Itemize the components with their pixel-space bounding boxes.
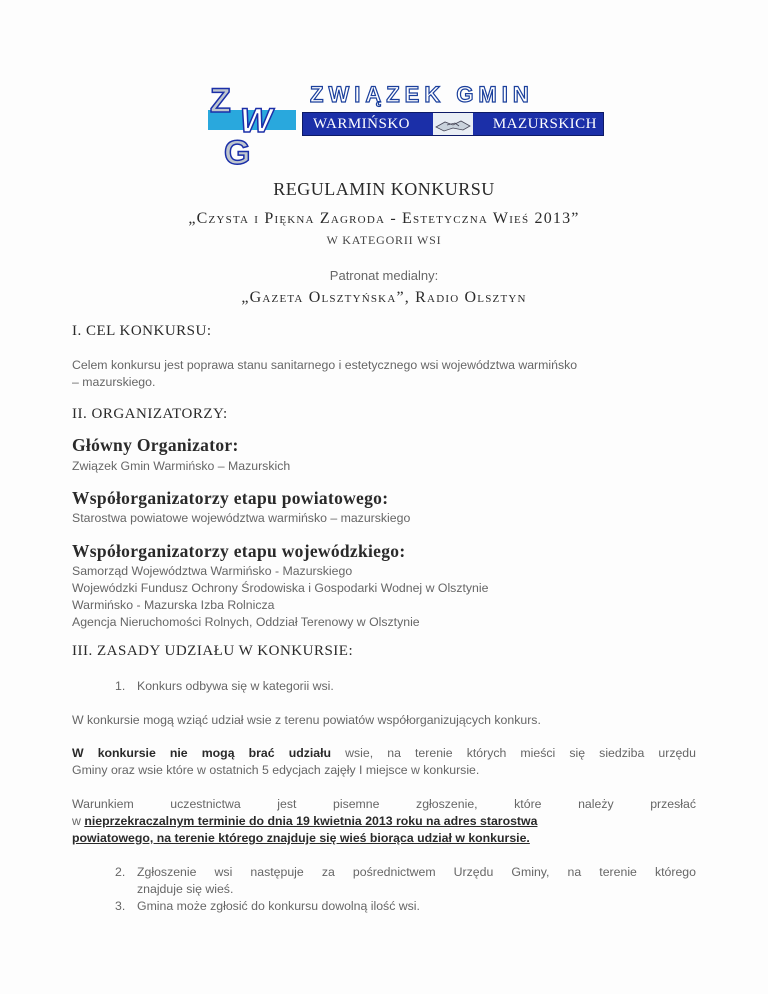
- condition-prefix: w: [72, 814, 85, 828]
- media-patrons: „Gazeta Olsztyńska”, Radio Olsztyn: [241, 289, 527, 306]
- voivodeship-coorganizer-item: Warmińsko - Mazurska Izba Rolnicza: [72, 598, 275, 612]
- rule-2-line-2: znajduje się wieś.: [137, 882, 234, 896]
- rule-3-number: 3.: [115, 899, 126, 913]
- exclusion-rest: wsie, na terenie których mieści się siedziba urzędu: [331, 746, 696, 760]
- section-2-title: II. ORGANIZATORZY:: [72, 406, 228, 422]
- contest-name: „Czysta i Piękna Zagroda - Estetyczna Wieś 2013”: [188, 210, 580, 227]
- voivodeship-coorganizer-item: Samorząd Województwa Warmińsko - Mazurskiego: [72, 564, 353, 578]
- section-1-line-1: Celem konkursu jest poprawa stanu sanitarnego i estetycznego wsi województwa warmińsko: [72, 358, 578, 372]
- svg-text:Z: Z: [210, 82, 231, 120]
- contest-category: W KATEGORII WSI: [326, 233, 442, 247]
- rule-2-number: 2.: [115, 865, 126, 879]
- condition-line-2: [72, 813, 537, 829]
- document-title: REGULAMIN KONKURSU: [273, 179, 495, 199]
- section-1-title: I. CEL KONKURSU:: [72, 323, 212, 339]
- rule-1-text: Konkurs odbywa się w kategorii wsi.: [137, 679, 334, 693]
- exclusion-line-1: [72, 745, 696, 761]
- svg-text:G: G: [224, 134, 251, 166]
- deadline-underlined: nieprzekraczalnym terminie do dnia 19 kwietnia 2013 roku na adres starostwa: [84, 814, 538, 828]
- svg-text:W: W: [240, 102, 273, 140]
- address-underlined: powiatowego, na terenie którego znajduje się wieś biorąca udział w konkursie.: [72, 831, 530, 845]
- exclusion-line-2: Gminy oraz wsie które w ostatnich 5 edycjach zajęły I miejsce w konkursie.: [72, 763, 480, 777]
- section-1-line-2: – mazurskiego.: [72, 375, 156, 389]
- rule-1-number: 1.: [115, 679, 126, 693]
- zwg-monogram-icon: [206, 82, 298, 166]
- logo-bar: [302, 112, 604, 136]
- section-3-title: III. ZASADY UDZIAŁU W KONKURSIE:: [72, 643, 354, 659]
- zwgm-logo: [206, 82, 602, 166]
- participation-text: W konkursie mogą wziąć udział wsie z terenu powiatów współorganizujących konkurs.: [72, 713, 541, 727]
- voivodeship-coorganizer-item: Wojewódzki Fundusz Ochrony Środowiska i Gospodarki Wodnej w Olsztynie: [72, 581, 489, 595]
- patron-label: Patronat medialny:: [329, 268, 439, 283]
- handshake-icon: [433, 113, 473, 135]
- county-coorganizers-text: Starostwa powiatowe województwa warmińsko – mazurskiego: [72, 511, 411, 525]
- main-organizer-heading: Główny Organizator:: [72, 435, 239, 455]
- county-coorganizers-heading: Współorganizatorzy etapu powiatowego:: [72, 488, 389, 508]
- logo-word-right: MAZURSKICH: [492, 116, 597, 132]
- condition-line-3: [72, 830, 530, 846]
- exclusion-bold: W konkursie nie mogą brać udziału: [72, 746, 332, 760]
- rule-3-text: Gmina może zgłosić do konkursu dowolną ilość wsi.: [137, 899, 420, 913]
- voivodeship-coorganizers-heading: Współorganizatorzy etapu wojewódzkiego:: [72, 541, 406, 561]
- logo-title: ZWIĄZEK GMIN: [310, 82, 534, 107]
- rule-2-line-1: Zgłoszenie wsi następuje za pośrednictwem Urzędu Gminy, na terenie którego: [137, 865, 696, 879]
- logo-word-left: WARMIŃSKO: [313, 116, 411, 132]
- voivodeship-coorganizer-item: Agencja Nieruchomości Rolnych, Oddział Terenowy w Olsztynie: [72, 615, 420, 629]
- condition-line-1: Warunkiem uczestnictwa jest pisemne zgłoszenie, które należy przesłać: [72, 797, 696, 811]
- main-organizer-text: Związek Gmin Warmińsko – Mazurskich: [72, 459, 291, 473]
